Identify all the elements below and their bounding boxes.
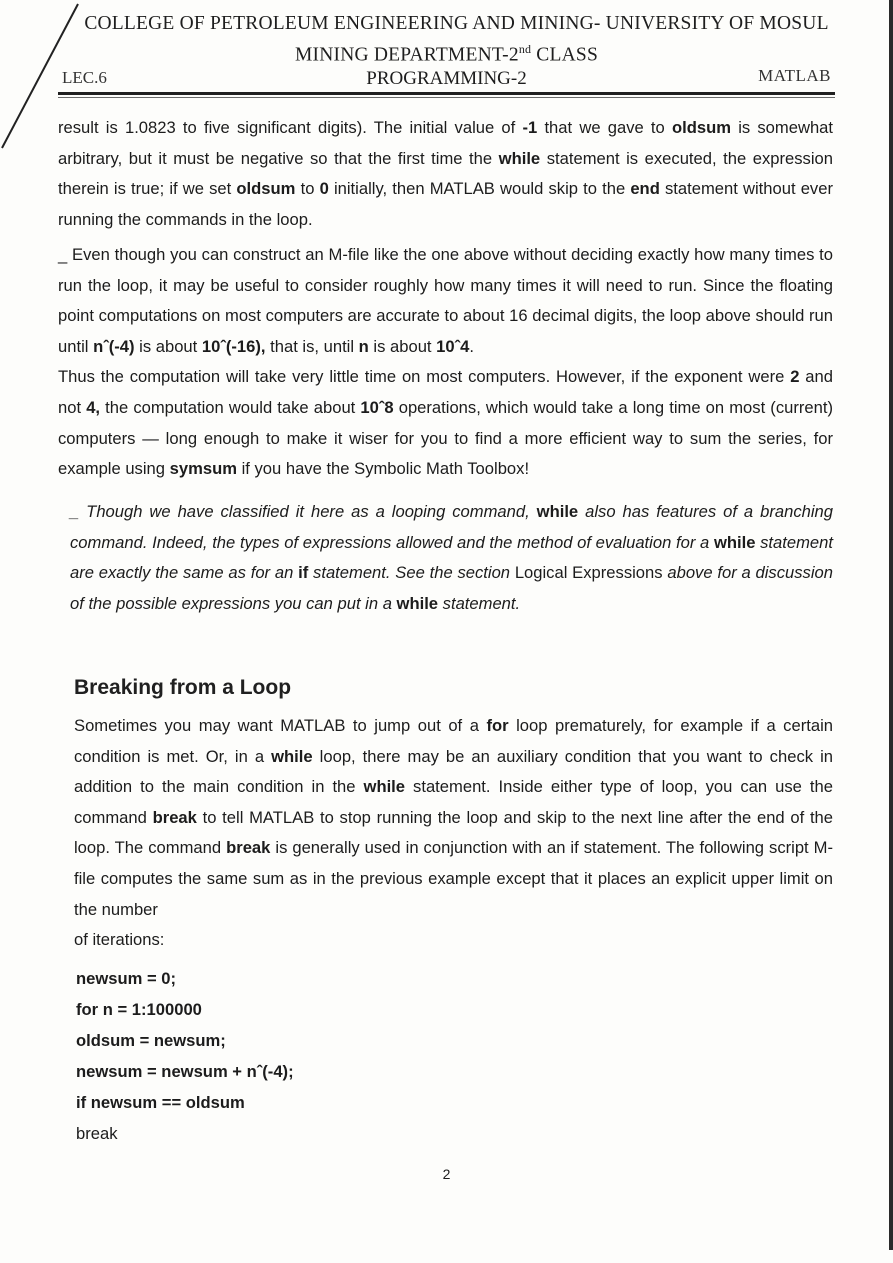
header-department: MINING DEPARTMENT-2nd CLASS	[295, 42, 598, 66]
section-heading: Breaking from a Loop	[74, 676, 292, 699]
code-line: break	[76, 1124, 118, 1143]
code-block	[76, 963, 294, 1149]
code-line: oldsum = newsum;	[76, 1031, 226, 1050]
code-line: for n = 1:100000	[76, 1000, 202, 1019]
binding-edge	[889, 0, 893, 1250]
header-rule-thin	[58, 97, 835, 98]
header-rule	[58, 92, 835, 95]
code-line: newsum = newsum + nˆ(-4);	[76, 1062, 294, 1081]
code-line: newsum = 0;	[76, 969, 177, 988]
header-college: COLLEGE OF PETROLEUM ENGINEERING AND MINING- UNIVERSITY OF MOSUL	[84, 13, 829, 34]
paragraph-oldsum: result is 1.0823 to five significant digits). The initial value of -1 that we gave to oldsum is somewhat arbitrary, but it must be negative so that the first time the while statement is executed, the expression therein is true; if we set oldsum to 0 initially, then MATLAB would skip to the end statement without ever running the commands in the loop.	[58, 118, 834, 229]
header-lecture: LEC.6	[62, 68, 107, 87]
header-subject: MATLAB	[758, 66, 831, 85]
paragraph-while-branching: _ Though we have classified it here as a looping command, while also has features of a branching command. Indeed, the types of expressions allowed and the method of evaluation for a while statement are exactly the same as for an if statement. See the section Logical Expressions above for a discussion of the possible expressions you can put in a while statement.	[70, 502, 833, 613]
paragraph-break: Sometimes you may want MATLAB to jump out of a for loop prematurely, for example if a certain condition is met. Or, in a while loop, there may be an auxiliary condition that you want to check in addition to the main condition in the while statement. Inside either type of loop, you can use the command break to tell MATLAB to stop running the loop and skip to the next line after the end of the loop. The command break is generally used in conjunction with an if statement. The following script M-file computes the same sum as in the previous example except that it places an explicit upper limit on the number of iterations:	[74, 716, 834, 950]
code-line: if newsum == oldsum	[76, 1093, 245, 1112]
paragraph-loop-count: _ Even though you can construct an M-file like the one above without deciding exactly how many times to run the loop, it may be useful to consider roughly how many times it will need to run. Since the floating point computations on most computers are accurate to about 16 decimal digits, the loop above should run until nˆ(-4) is about 10ˆ(-16), that is, until n is about 10ˆ4. Thus the computation will take very little time on most computers. However, if the exponent were 2 and not 4, the computation would take about 10ˆ8 operations, which would take a long time on most (current) computers — long enough to make it wiser for you to find a more efficient way to sum the series, for example using symsum if you have the Symbolic Math Toolbox!	[58, 245, 833, 479]
page-number: 2	[442, 1166, 451, 1182]
header-course: PROGRAMMING-2	[366, 68, 527, 89]
